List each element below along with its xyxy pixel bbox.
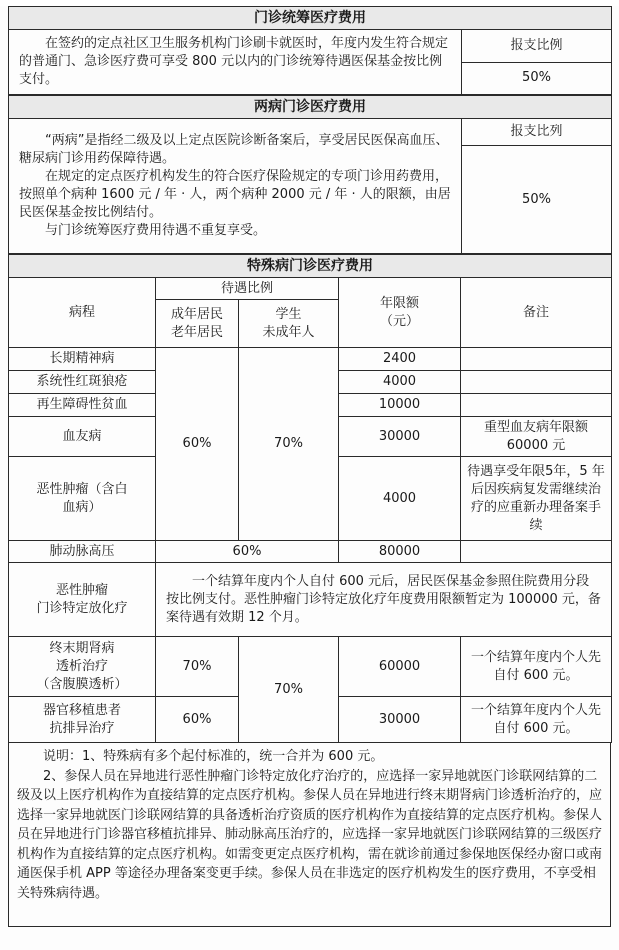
transplant-name: 器官移植患者 抗排异治疗 <box>9 697 156 743</box>
disease-limit: 10000 <box>339 394 461 417</box>
transplant-limit: 30000 <box>339 697 461 743</box>
disease-limit: 4000 <box>339 457 461 541</box>
two-diseases-para-2: 在规定的定点医疗机构发生的符合医疗保险规定的专项门诊用药费用，按照单个病种 1600 元 / 年 · 人，两个病种 2000 元 / 年 · 人的限额，由居民医保基金按比例结付。 <box>19 169 451 220</box>
column-remarks: 备注 <box>461 278 612 348</box>
disease-note: 重型血友病年限额 60000 元 <box>461 417 612 457</box>
disease-note <box>461 371 612 394</box>
disease-name: 血友病 <box>9 417 156 457</box>
disease-limit: 30000 <box>339 417 461 457</box>
notes-section <box>8 743 611 927</box>
renal-limit: 60000 <box>339 637 461 697</box>
two-diseases-table <box>8 95 612 254</box>
student-ratio: 70% <box>239 348 339 541</box>
note-line-1: 说明：1、特殊病有多个起付标准的，统一合并为 600 元。 <box>43 749 384 764</box>
disease-limit: 80000 <box>339 541 461 563</box>
outpatient-description: 在签约的定点社区卫生服务机构门诊刷卡就医时，年度内发生符合规定的普通门、急诊医疗费可享受 800 元以内的门诊统筹待遇医保基金按比例支付。 <box>19 36 449 87</box>
column-course: 病程 <box>9 278 156 348</box>
column-annual-limit: 年限额 （元） <box>339 278 461 348</box>
special-diseases-table <box>8 254 612 743</box>
two-diseases-para-1: “两病”是指经二级及以上定点医院诊断备案后，享受居民医保高血压、糖尿病门诊用药保障待遇。 <box>19 133 449 166</box>
disease-name: 长期精神病 <box>9 348 156 371</box>
tumor-therapy-name: 恶性肿瘤 门诊特定放化疗 <box>9 563 156 637</box>
two-diseases-ratio-value: 50% <box>462 146 612 254</box>
disease-note <box>461 394 612 417</box>
special-title: 特殊病门诊医疗费用 <box>9 255 612 278</box>
two-diseases-para-3: 与门诊统筹医疗费用待遇不重复享受。 <box>45 223 267 238</box>
renal-adult-ratio: 70% <box>156 637 239 697</box>
column-student: 学生 未成年人 <box>239 300 339 348</box>
two-diseases-title: 两病门诊医疗费用 <box>9 96 612 119</box>
note-line-2: 2、参保人员在异地进行恶性肿瘤门诊特定放化疗治疗的，应选择一家异地就医门诊联网结算的二级及以上医疗机构作为直接结算的定点医疗机构。参保人员在异地进行终末期肾病门诊透析治疗的，应选择一家异地就医门诊联网结算的具备透析治疗资质的医疗机构作为直接结算的定点医疗机构。参保人员在异地进行门诊器官移植抗排异、肺动脉高压治疗的，应选择一家异地就医门诊联网结算的三级医疗机构作为直接结算的定点医疗机构。如需变更定点医疗机构，需在就诊前通过参保地医保经办窗口或南通医保手机 APP 等途径办理备案变更手续。参保人员在非选定的医疗机构发生的医疗费用，不享受相关特殊病待遇。 <box>17 768 603 901</box>
outpatient-title: 门诊统筹医疗费用 <box>9 7 612 30</box>
adult-ratio: 60% <box>156 348 239 541</box>
shared-student-ratio: 70% <box>239 637 339 743</box>
transplant-note: 一个结算年度内个人先自付 600 元。 <box>461 697 612 743</box>
outpatient-ratio-value: 50% <box>462 62 612 95</box>
disease-name: 肺动脉高压 <box>9 541 156 563</box>
disease-note: 待遇享受年限5年，5 年后因疾病复发需继续治疗的应重新办理备案手续 <box>461 457 612 541</box>
disease-limit: 4000 <box>339 371 461 394</box>
tumor-therapy-description: 一个结算年度内个人自付 600 元后，居民医保基金参照住院费用分段按比例支付。恶性肿瘤门诊特定放化疗年度费用限额暂定为 100000 元，备案待遇有效期 12 个月。 <box>166 573 601 625</box>
renal-dialysis-name: 终末期肾病 透析治疗 （含腹膜透析） <box>9 637 156 697</box>
disease-limit: 2400 <box>339 348 461 371</box>
transplant-adult-ratio: 60% <box>156 697 239 743</box>
disease-name: 再生障碍性贫血 <box>9 394 156 417</box>
column-ratio: 待遇比例 <box>156 278 339 300</box>
disease-note <box>461 541 612 563</box>
document <box>0 6 619 950</box>
disease-note <box>461 348 612 371</box>
column-adult: 成年居民 老年居民 <box>156 300 239 348</box>
disease-name: 恶性肿瘤（含白 血病） <box>9 457 156 541</box>
two-diseases-ratio-label: 报支比列 <box>462 119 612 146</box>
outpatient-table <box>8 6 612 95</box>
disease-name: 系统性红斑狼疮 <box>9 371 156 394</box>
outpatient-ratio-label: 报支比例 <box>462 30 612 63</box>
pah-ratio: 60% <box>156 541 339 563</box>
renal-note: 一个结算年度内个人先自付 600 元。 <box>461 637 612 697</box>
